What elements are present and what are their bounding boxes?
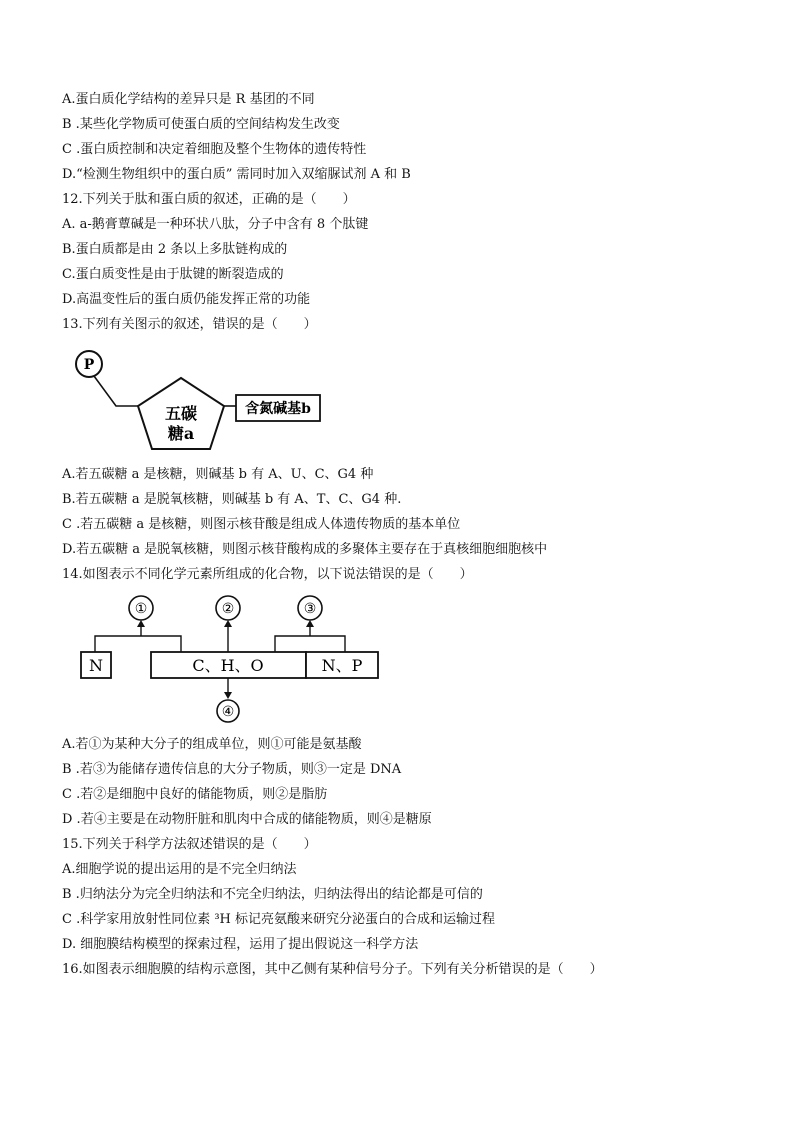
q13-option-a: A.若五碳糖 a 是核糖，则碱基 b 有 A、U、C、G4 种 (62, 467, 374, 482)
q14-option-c: C .若②是细胞中良好的储能物质，则②是脂肪 (62, 787, 328, 802)
compound-2-label: ② (221, 601, 235, 617)
phosphate-label: P (83, 357, 95, 373)
q15-option-a: A.细胞学说的提出运用的是不完全归纳法 (62, 862, 297, 877)
q14-option-a: A.若①为某种大分子的组成单位，则①可能是氨基酸 (62, 737, 362, 752)
q14-option-d: D .若④主要是在动物肝脏和肌肉中合成的储能物质，则④是糖原 (62, 812, 432, 827)
q16-stem: 16.如图表示细胞膜的结构示意图，其中乙侧有某种信号分子。下列有关分析错误的是（ ） (62, 962, 603, 977)
q15-stem: 15.下列关于科学方法叙述错误的是（ ） (62, 837, 317, 852)
arrowhead-3 (306, 620, 314, 627)
q12-stem: 12.下列关于肽和蛋白质的叙述，正确的是（ ） (62, 192, 356, 207)
q12-option-d: D.高温变性后的蛋白质仍能发挥正常的功能 (62, 292, 311, 307)
element-box-cho-label: C、H、O (192, 656, 264, 675)
q13-stem: 13.下列有关图示的叙述，错误的是（ ） (62, 317, 317, 332)
q12-option-a: A. a-鹅膏蕈碱是一种环状八肽，分子中含有 8 个肽键 (62, 217, 369, 232)
arrowhead-2 (224, 620, 232, 627)
nucleotide-diagram (70, 343, 330, 455)
arrowhead-4 (224, 692, 232, 699)
connector-1 (95, 636, 181, 652)
connector-3 (275, 636, 345, 652)
compound-1-label: ① (134, 601, 148, 617)
q15-option-d: D. 细胞膜结构模型的探索过程，运用了提出假说这一科学方法 (62, 937, 419, 952)
q13-option-c: C .若五碳糖 a 是核糖，则图示核苷酸是组成人体遗传物质的基本单位 (62, 517, 461, 532)
compound-3-label: ③ (303, 601, 317, 617)
pentose-sugar-label-line1: 五碳 (164, 404, 198, 423)
q11-option-b: B .某些化学物质可使蛋白质的空间结构发生改变 (62, 117, 340, 132)
q15-option-b: B .归纳法分为完全归纳法和不完全归纳法，归纳法得出的结论都是可信的 (62, 887, 483, 902)
q14-stem: 14.如图表示不同化学元素所组成的化合物，以下说法错误的是（ ） (62, 567, 473, 582)
q15-option-c: C .科学家用放射性同位素 ³H 标记亮氨酸来研究分泌蛋白的合成和运输过程 (62, 912, 496, 927)
q13-option-b: B.若五碳糖 a 是脱氧核糖，则碱基 b 有 A、T、C、G4 种. (62, 492, 402, 507)
q11-option-a: A.蛋白质化学结构的差异只是 R 基团的不同 (62, 92, 315, 107)
q14-option-b: B .若③为能储存遗传信息的大分子物质，则③一定是 DNA (62, 762, 402, 777)
element-box-n-label: N (89, 656, 103, 675)
phosphate-bond (94, 376, 138, 406)
q11-option-c: C .蛋白质控制和决定着细胞及整个生物体的遗传特性 (62, 142, 367, 157)
q12-option-c: C.蛋白质变性是由于肽键的断裂造成的 (62, 267, 284, 282)
nitrogen-base-label: 含氮碱基b (245, 401, 311, 417)
q13-option-d: D.若五碳糖 a 是脱氧核糖，则图示核苷酸构成的多聚体主要存在于真核细胞细胞核中 (62, 542, 548, 557)
element-box-np-label: N、P (321, 656, 363, 675)
q12-option-b: B.蛋白质都是由 2 条以上多肽链构成的 (62, 242, 288, 257)
arrowhead-1 (137, 620, 145, 627)
q11-option-d: D.“检测生物组织中的蛋白质” 需同时加入双缩脲试剂 A 和 B (62, 167, 411, 182)
element-compound-diagram (75, 594, 385, 724)
pentose-sugar-label-line2: 糖a (167, 424, 195, 443)
compound-4-label: ④ (221, 704, 235, 720)
